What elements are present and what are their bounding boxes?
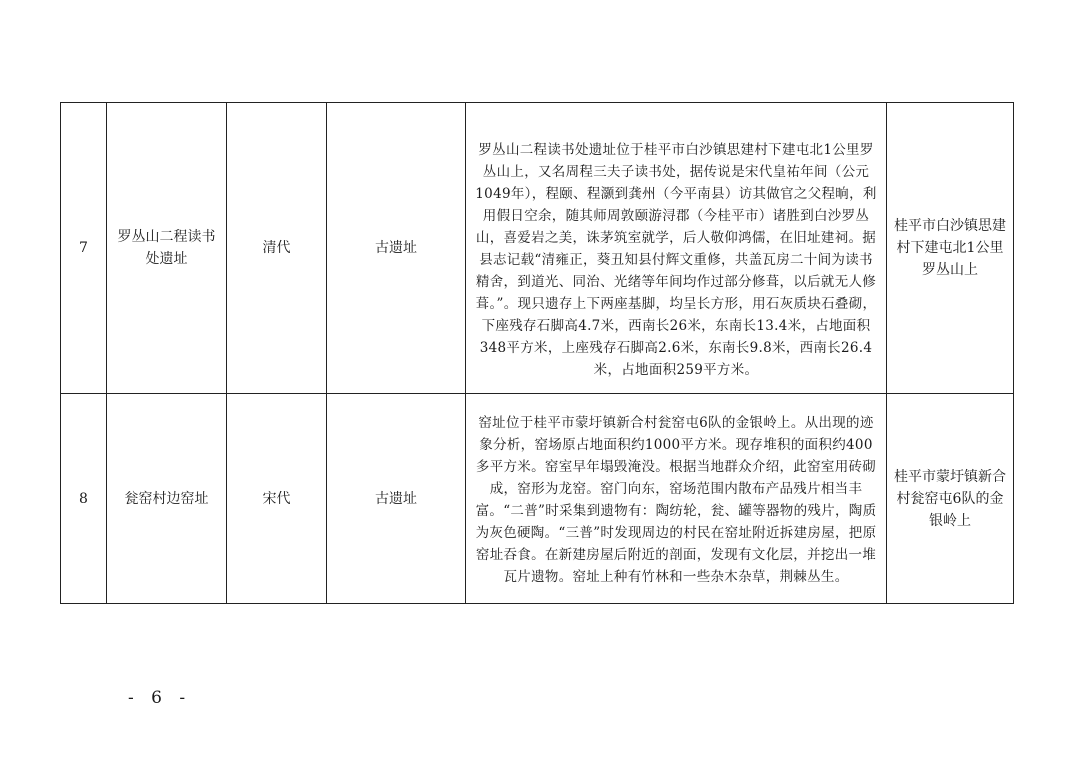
site-era: 宋代 xyxy=(227,394,327,604)
site-description: 罗丛山二程读书处遗址位于桂平市白沙镇思建村下建屯北1公里罗丛山上，又名周程三夫子读书处，据传说是宋代皇祐年间（公元1049年），程颐、程灏到龚州（今平南县）访其做官之父程晌，利用假日空余，随其师周敦颐游浔郡（今桂平市）诸胜到白沙罗丛山，喜爱岩之美，诛茅筑室就学，后人敬仰鸿儒，在旧址建祠。据县志记载“清雍正，葵丑知县付辉文重修，共盖瓦房二十间为读书精舍，到道光、同治、光绪等年间均作过部分修葺，以后就无人修葺。”。现只遗存上下两座基脚，均呈长方形，用石灰质块石叠砌，下座残存石脚高4.7米，西南长26米，东南长13.4米，占地面积348平方米，上座残存石脚高2.6米，东南长9.8米，西南长26.4米，占地面积259平方米。 xyxy=(475,142,877,378)
site-description-cell xyxy=(466,394,887,604)
heritage-sites-table xyxy=(60,102,1014,604)
table-row xyxy=(61,394,1014,604)
row-number: 8 xyxy=(61,394,107,604)
site-description-cell xyxy=(466,103,887,394)
site-location: 桂平市蒙圩镇新合村瓮窑屯6队的金银岭上 xyxy=(894,468,1006,529)
site-description: 窑址位于桂平市蒙圩镇新合村瓮窑屯6队的金银岭上。从出现的迹象分析，窑场原占地面积约1000平方米。现存堆积的面积约400多平方米。窑室早年塌毁淹没。根据当地群众介绍，此窑室用砖砌成，窑形为龙窑。窑门向东，窑场范围内散布产品残片相当丰富。“二普”时采集到遗物有：陶纺轮，瓮、罐等器物的残片，陶质为灰色硬陶。“三普”时发现周边的村民在窑址附近拆建房屋，把原窑址吞食。在新建房屋后附近的剖面，发现有文化层，并挖出一堆瓦片遗物。窑址上种有竹林和一些杂木杂草，荆棘丛生。 xyxy=(475,415,877,585)
site-name-cell xyxy=(107,394,227,604)
row-number: 7 xyxy=(61,103,107,394)
site-location: 桂平市白沙镇思建村下建屯北1公里罗丛山上 xyxy=(894,218,1006,278)
site-location-cell xyxy=(887,103,1014,394)
page-number: - 6 - xyxy=(128,688,192,708)
site-location-cell xyxy=(887,394,1014,604)
site-name: 罗丛山二程读书处遗址 xyxy=(117,229,216,267)
table-row xyxy=(61,103,1014,394)
site-type: 古遗址 xyxy=(327,394,466,604)
site-name: 瓮窑村边窑址 xyxy=(124,490,209,507)
site-type: 古遗址 xyxy=(327,103,466,394)
site-name-cell xyxy=(107,103,227,394)
site-era: 清代 xyxy=(227,103,327,394)
